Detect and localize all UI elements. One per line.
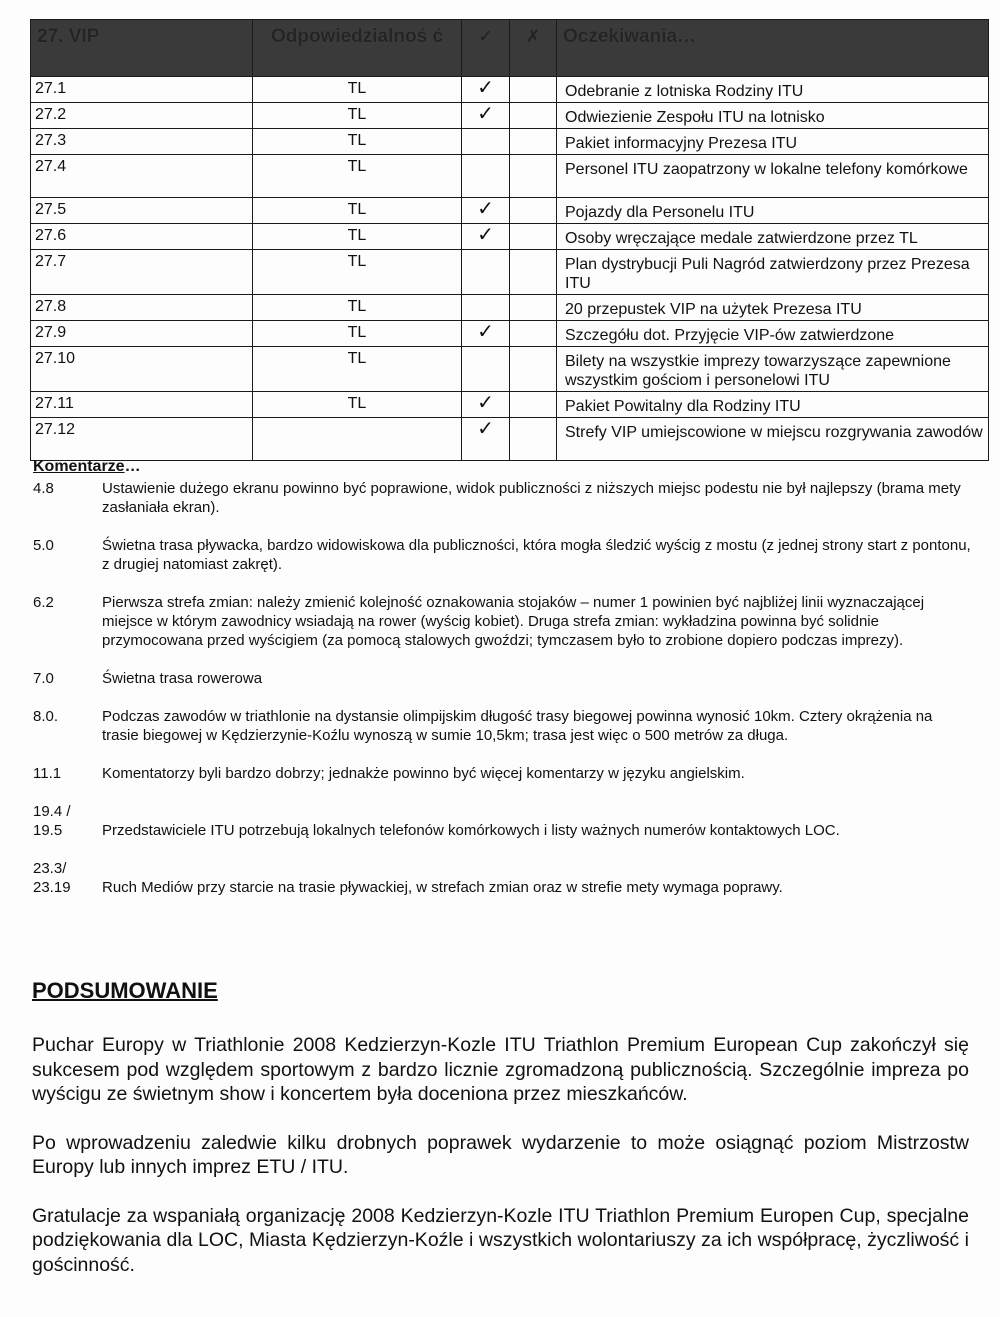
table-row [31, 347, 989, 392]
table-row [31, 321, 989, 347]
comment-item [33, 669, 973, 688]
row-description: 20 przepustek VIP na użytek Prezesa ITU [557, 295, 989, 321]
row-description: Pojazdy dla Personelu ITU [557, 198, 989, 224]
row-description: Odwiezienie Zespołu ITU na lotnisko [557, 103, 989, 129]
table-row [31, 418, 989, 461]
row-description: Bilety na wszystkie imprezy towarzyszące zapewnione wszystkim gościom i personelowi ITU [557, 347, 989, 392]
summary-section [32, 1033, 969, 1301]
table-row [31, 129, 989, 155]
comment-item [33, 479, 973, 517]
not-done-cell [510, 103, 557, 129]
comment-item [33, 707, 973, 745]
row-description: Pakiet Powitalny dla Rodziny ITU [557, 392, 989, 418]
comment-item [33, 536, 973, 574]
checkmark-icon: ✓ [462, 103, 510, 129]
header-done-check-icon: ✓ [462, 20, 510, 77]
row-responsible: TL [253, 224, 462, 250]
row-responsible: TL [253, 392, 462, 418]
comment-number: 19.5 [33, 822, 63, 839]
not-done-cell [510, 250, 557, 295]
row-responsible: TL [253, 295, 462, 321]
comment-number: 8.0. [33, 708, 59, 725]
checkmark-icon: ✓ [462, 392, 510, 418]
row-number: 27.9 [31, 321, 253, 347]
summary-heading: PODSUMOWANIE [32, 978, 218, 1003]
row-description: Personel ITU zaopatrzony w lokalne telefony komórkowe [557, 155, 989, 198]
row-responsible: TL [253, 321, 462, 347]
vip-checklist-table [30, 19, 989, 461]
comment-number: 11.1 [33, 765, 62, 782]
table-row [31, 295, 989, 321]
table-row [31, 155, 989, 198]
row-description: Szczegółu dot. Przyjęcie VIP-ów zatwierdzone [557, 321, 989, 347]
header-not-done-x-icon: ✗ [510, 20, 557, 77]
row-number: 27.6 [31, 224, 253, 250]
not-done-cell [510, 418, 557, 461]
row-description: Odebranie z lotniska Rodziny ITU [557, 77, 989, 103]
row-responsible: TL [253, 129, 462, 155]
comment-number-line1: 23.3/ [33, 860, 67, 877]
table-header-row [31, 20, 989, 77]
comment-number: 7.0 [33, 670, 54, 687]
comments-title: Komentarze… [33, 458, 141, 475]
done-cell [462, 250, 510, 295]
comment-item [33, 593, 973, 650]
done-cell [462, 155, 510, 198]
header-expectations: Oczekiwania… [557, 20, 989, 77]
comment-text: Przedstawiciele ITU potrzebują lokalnych telefonów komórkowych i listy ważnych numerów kontaktowych LOC. [102, 822, 840, 839]
row-responsible: TL [253, 250, 462, 295]
summary-paragraph: Puchar Europy w Triathlonie 2008 Kedzierzyn-Kozle ITU Triathlon Premium European Cup zakończył się sukcesem pod względem sportowym z bardzo licznie zgromadzoną publicznością. Szczególnie impreza po wyścigu ze świetnym show i koncertem była doceniona przez mieszkańców. [32, 1034, 969, 1105]
row-number: 27.11 [31, 392, 253, 418]
row-responsible: TL [253, 77, 462, 103]
row-number: 27.10 [31, 347, 253, 392]
done-cell [462, 347, 510, 392]
comment-number: 6.2 [33, 594, 54, 611]
not-done-cell [510, 224, 557, 250]
header-responsibility: Odpowiedzialnoś ć [253, 20, 462, 77]
row-number: 27.3 [31, 129, 253, 155]
comment-number-line1: 19.4 / [33, 803, 71, 820]
comment-text: Podczas zawodów w triathlonie na dystansie olimpijskim długość trasy biegowej powinna wynosić 10km. Cztery okrążenia na trasie biegowej w Kędzierzynie-Koźlu wynoszą w sumie 10,5km; trasa jest więc o 500 metrów za długa. [102, 708, 933, 744]
table-row [31, 392, 989, 418]
not-done-cell [510, 129, 557, 155]
comment-item [33, 764, 973, 783]
checkmark-icon: ✓ [462, 321, 510, 347]
row-responsible [253, 418, 462, 461]
row-number: 27.12 [31, 418, 253, 461]
row-number: 27.7 [31, 250, 253, 295]
row-number: 27.4 [31, 155, 253, 198]
summary-paragraph: Po wprowadzeniu zaledwie kilku drobnych poprawek wydarzenie to może osiągnąć poziom Mistrzostw Europy lub innych imprez ETU / ITU. [32, 1131, 969, 1178]
row-number: 27.1 [31, 77, 253, 103]
done-cell [462, 129, 510, 155]
comment-text: Ustawienie dużego ekranu powinno być poprawione, widok publiczności z niższych miejsc podestu nie był najlepszy (brama mety zasłaniała ekran). [102, 480, 961, 516]
row-number: 27.2 [31, 103, 253, 129]
table-row [31, 77, 989, 103]
row-description: Osoby wręczające medale zatwierdzone przez TL [557, 224, 989, 250]
row-description: Plan dystrybucji Puli Nagród zatwierdzony przez Prezesa ITU [557, 250, 989, 295]
comment-text: Pierwsza strefa zmian: należy zmienić kolejność oznakowania stojaków – numer 1 powinien być najbliżej linii wyznaczającej miejsce w którym zawodnicy wsiadają na rower (wyścig kobiet). Druga strefa zmian: wykładzina powinna być solidnie przymocowana przed wyścigiem (za pomocą stalowych gwoździ; tymczasem było to zrobione dopiero podczas imprezy). [102, 594, 925, 649]
comments-section [33, 457, 973, 897]
row-responsible: TL [253, 155, 462, 198]
not-done-cell [510, 155, 557, 198]
comment-number: 5.0 [33, 537, 54, 554]
summary-paragraph: Gratulacje za wspaniałą organizację 2008 Kedzierzyn-Kozle ITU Triathlon Premium Europen Cup, specjalne podziękowania dla LOC, Miasta Kędzierzyn-Koźle i wszystkich wolontariuszy za ich współpracę, życzliwość i gościnność. [32, 1204, 969, 1276]
comment-text: Świetna trasa pływacka, bardzo widowiskowa dla publiczności, która mogła śledzić wyścig z mostu (z jednej strony start z pontonu, z drugiej natomiast zakręt). [102, 537, 971, 573]
comment-text: Ruch Mediów przy starcie na trasie pływackiej, w strefach zmian oraz w strefie mety wymaga poprawy. [102, 879, 783, 896]
table-row [31, 224, 989, 250]
not-done-cell [510, 392, 557, 418]
table-row [31, 250, 989, 295]
row-responsible: TL [253, 347, 462, 392]
row-responsible: TL [253, 103, 462, 129]
done-cell [462, 295, 510, 321]
comment-number: 23.19 [33, 879, 71, 896]
row-description: Strefy VIP umiejscowione w miejscu rozgrywania zawodów [557, 418, 989, 461]
checkmark-icon: ✓ [462, 198, 510, 224]
not-done-cell [510, 295, 557, 321]
checkmark-icon: ✓ [462, 224, 510, 250]
not-done-cell [510, 77, 557, 103]
checkmark-icon: ✓ [462, 418, 510, 461]
checkmark-icon: ✓ [462, 77, 510, 103]
comment-item [33, 821, 973, 840]
row-number: 27.8 [31, 295, 253, 321]
comment-text: Świetna trasa rowerowa [102, 670, 263, 687]
row-responsible: TL [253, 198, 462, 224]
not-done-cell [510, 198, 557, 224]
not-done-cell [510, 321, 557, 347]
row-description: Pakiet informacyjny Prezesa ITU [557, 129, 989, 155]
header-section: 27. VIP [31, 20, 253, 77]
not-done-cell [510, 347, 557, 392]
row-number: 27.5 [31, 198, 253, 224]
comment-item [33, 878, 973, 897]
table-row [31, 198, 989, 224]
table-row [31, 103, 989, 129]
comment-text: Komentatorzy byli bardzo dobrzy; jednakże powinno być więcej komentarzy w języku angielskim. [102, 765, 745, 782]
comment-number: 4.8 [33, 480, 54, 497]
